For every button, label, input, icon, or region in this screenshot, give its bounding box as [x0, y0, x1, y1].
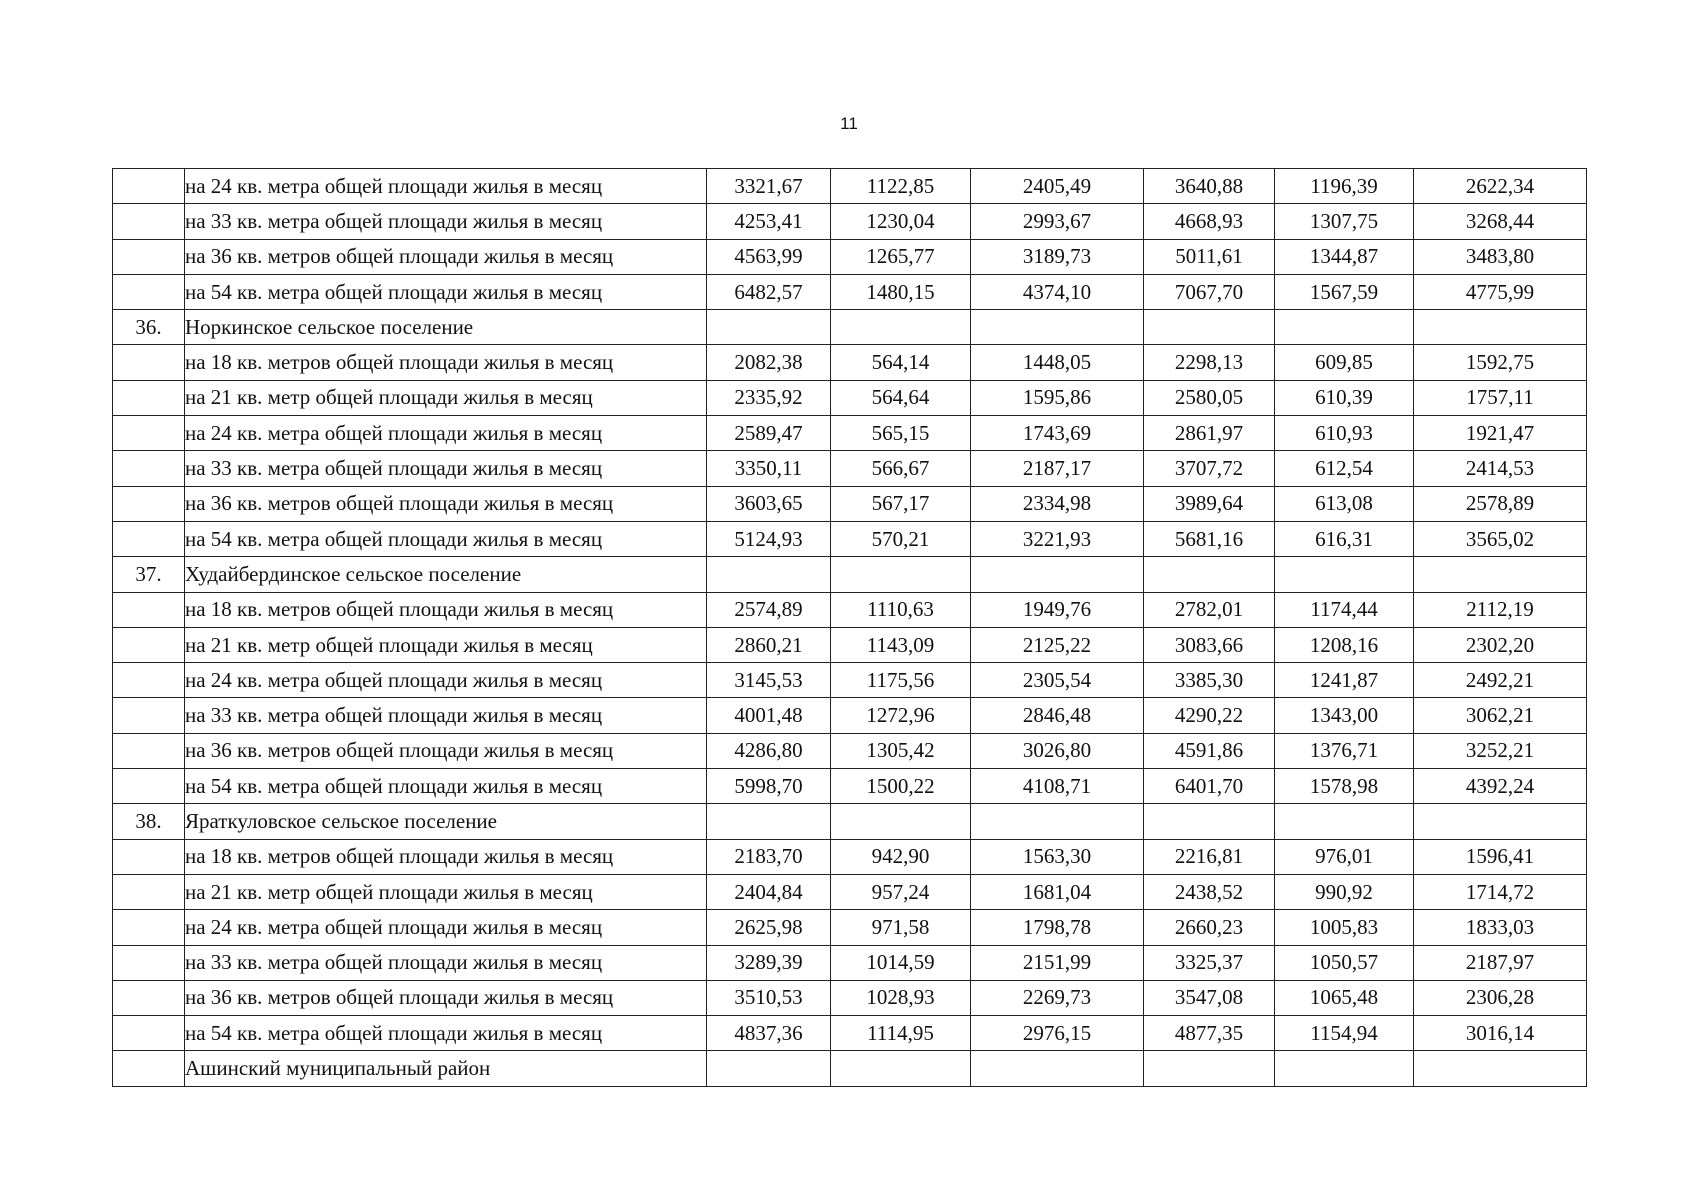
value-cell-1: 4001,48: [707, 698, 831, 733]
value-cell-5: 1208,16: [1275, 627, 1414, 662]
value-cell-3: 2187,17: [971, 451, 1144, 486]
row-label: на 36 кв. метров общей площади жилья в месяц: [185, 980, 707, 1015]
value-cell-6: 1833,03: [1414, 910, 1587, 945]
value-cell-6: 3565,02: [1414, 521, 1587, 556]
value-cell-1: 3510,53: [707, 980, 831, 1015]
value-cell-4: 2660,23: [1144, 910, 1275, 945]
value-cell-3: 1681,04: [971, 874, 1144, 909]
row-label: на 33 кв. метра общей площади жилья в месяц: [185, 945, 707, 980]
value-cell-1: [707, 557, 831, 592]
row-label: на 33 кв. метра общей площади жилья в месяц: [185, 451, 707, 486]
table-row: [113, 1051, 1587, 1086]
value-cell-2: 566,67: [831, 451, 971, 486]
value-cell-1: 2183,70: [707, 839, 831, 874]
table-row: [113, 521, 1587, 556]
value-cell-3: 4374,10: [971, 274, 1144, 309]
value-cell-5: 1196,39: [1275, 169, 1414, 204]
table-row: [113, 416, 1587, 451]
value-cell-6: 2187,97: [1414, 945, 1587, 980]
table-row: [113, 169, 1587, 204]
value-cell-2: 564,64: [831, 380, 971, 415]
value-cell-2: 565,15: [831, 416, 971, 451]
table-row: [113, 310, 1587, 345]
value-cell-5: 612,54: [1275, 451, 1414, 486]
table-row: [113, 733, 1587, 768]
value-cell-3: 3026,80: [971, 733, 1144, 768]
value-cell-4: 4591,86: [1144, 733, 1275, 768]
row-label: на 54 кв. метра общей площади жилья в месяц: [185, 1016, 707, 1051]
value-cell-4: 5011,61: [1144, 239, 1275, 274]
row-number: [113, 874, 185, 909]
value-cell-1: 3145,53: [707, 663, 831, 698]
value-cell-6: 2492,21: [1414, 663, 1587, 698]
value-cell-2: 1272,96: [831, 698, 971, 733]
row-number: [113, 980, 185, 1015]
value-cell-1: 4837,36: [707, 1016, 831, 1051]
value-cell-1: 5998,70: [707, 769, 831, 804]
value-cell-3: 2269,73: [971, 980, 1144, 1015]
value-cell-5: 610,39: [1275, 380, 1414, 415]
value-cell-1: 5124,93: [707, 521, 831, 556]
value-cell-4: 5681,16: [1144, 521, 1275, 556]
value-cell-1: 4253,41: [707, 204, 831, 239]
page-number: 11: [840, 114, 858, 133]
value-cell-4: [1144, 1051, 1275, 1086]
value-cell-2: 1175,56: [831, 663, 971, 698]
value-cell-5: 990,92: [1275, 874, 1414, 909]
value-cell-3: 1798,78: [971, 910, 1144, 945]
value-cell-3: 2305,54: [971, 663, 1144, 698]
value-cell-5: [1275, 310, 1414, 345]
value-cell-3: 2334,98: [971, 486, 1144, 521]
row-number: [113, 274, 185, 309]
value-cell-4: 4668,93: [1144, 204, 1275, 239]
value-cell-2: 1143,09: [831, 627, 971, 662]
row-number: [113, 627, 185, 662]
table-row: [113, 945, 1587, 980]
value-cell-1: 4563,99: [707, 239, 831, 274]
value-cell-6: 3268,44: [1414, 204, 1587, 239]
table-row: [113, 486, 1587, 521]
table-body: [113, 169, 1587, 1087]
tariff-table: [112, 168, 1587, 1087]
value-cell-5: 1241,87: [1275, 663, 1414, 698]
value-cell-2: 1014,59: [831, 945, 971, 980]
row-number: [113, 663, 185, 698]
row-number: [113, 698, 185, 733]
row-label: на 54 кв. метра общей площади жилья в месяц: [185, 521, 707, 556]
value-cell-6: 1714,72: [1414, 874, 1587, 909]
row-label: на 24 кв. метра общей площади жилья в месяц: [185, 663, 707, 698]
value-cell-4: 2861,97: [1144, 416, 1275, 451]
value-cell-4: 2438,52: [1144, 874, 1275, 909]
row-label: Яраткуловское сельское поселение: [185, 804, 707, 839]
value-cell-2: 1305,42: [831, 733, 971, 768]
value-cell-2: 567,17: [831, 486, 971, 521]
table-row: [113, 769, 1587, 804]
value-cell-2: 1480,15: [831, 274, 971, 309]
value-cell-1: 2860,21: [707, 627, 831, 662]
value-cell-3: 2405,49: [971, 169, 1144, 204]
table-row: [113, 627, 1587, 662]
row-label: на 36 кв. метров общей площади жилья в месяц: [185, 733, 707, 768]
value-cell-2: 570,21: [831, 521, 971, 556]
value-cell-2: 971,58: [831, 910, 971, 945]
value-cell-2: 1114,95: [831, 1016, 971, 1051]
row-number: [113, 416, 185, 451]
value-cell-5: 613,08: [1275, 486, 1414, 521]
row-label: Худайбердинское сельское поселение: [185, 557, 707, 592]
value-cell-6: [1414, 557, 1587, 592]
value-cell-5: [1275, 557, 1414, 592]
value-cell-4: 4877,35: [1144, 1016, 1275, 1051]
value-cell-5: 616,31: [1275, 521, 1414, 556]
value-cell-5: 609,85: [1275, 345, 1414, 380]
value-cell-3: 2976,15: [971, 1016, 1144, 1051]
row-number: [113, 239, 185, 274]
row-label: Норкинское сельское поселение: [185, 310, 707, 345]
value-cell-3: 2151,99: [971, 945, 1144, 980]
value-cell-2: 1110,63: [831, 592, 971, 627]
table-row: [113, 663, 1587, 698]
value-cell-5: 1005,83: [1275, 910, 1414, 945]
value-cell-6: 3016,14: [1414, 1016, 1587, 1051]
value-cell-3: 1743,69: [971, 416, 1144, 451]
value-cell-1: 4286,80: [707, 733, 831, 768]
value-cell-1: [707, 1051, 831, 1086]
value-cell-4: [1144, 557, 1275, 592]
value-cell-4: 3707,72: [1144, 451, 1275, 486]
value-cell-6: [1414, 1051, 1587, 1086]
value-cell-1: 3603,65: [707, 486, 831, 521]
row-label: на 24 кв. метра общей площади жилья в месяц: [185, 416, 707, 451]
value-cell-4: 2216,81: [1144, 839, 1275, 874]
row-number: [113, 204, 185, 239]
value-cell-2: 942,90: [831, 839, 971, 874]
row-label: на 18 кв. метров общей площади жилья в месяц: [185, 345, 707, 380]
value-cell-3: [971, 1051, 1144, 1086]
value-cell-6: 4392,24: [1414, 769, 1587, 804]
value-cell-6: 2578,89: [1414, 486, 1587, 521]
value-cell-3: 2993,67: [971, 204, 1144, 239]
value-cell-4: 3325,37: [1144, 945, 1275, 980]
table-row: [113, 204, 1587, 239]
value-cell-4: 2298,13: [1144, 345, 1275, 380]
value-cell-4: 7067,70: [1144, 274, 1275, 309]
table-row: [113, 839, 1587, 874]
row-label: на 21 кв. метр общей площади жилья в месяц: [185, 380, 707, 415]
row-number: [113, 1051, 185, 1086]
row-number: [113, 592, 185, 627]
value-cell-1: 2589,47: [707, 416, 831, 451]
value-cell-4: 6401,70: [1144, 769, 1275, 804]
value-cell-5: 1050,57: [1275, 945, 1414, 980]
table-row: [113, 451, 1587, 486]
value-cell-5: 1578,98: [1275, 769, 1414, 804]
value-cell-2: 1500,22: [831, 769, 971, 804]
value-cell-6: 1757,11: [1414, 380, 1587, 415]
value-cell-6: [1414, 804, 1587, 839]
row-label: на 33 кв. метра общей площади жилья в месяц: [185, 698, 707, 733]
value-cell-4: 3640,88: [1144, 169, 1275, 204]
value-cell-4: 3083,66: [1144, 627, 1275, 662]
value-cell-5: 1376,71: [1275, 733, 1414, 768]
value-cell-2: 1265,77: [831, 239, 971, 274]
value-cell-6: 2302,20: [1414, 627, 1587, 662]
value-cell-5: 1344,87: [1275, 239, 1414, 274]
value-cell-6: 1921,47: [1414, 416, 1587, 451]
value-cell-2: 564,14: [831, 345, 971, 380]
row-label: на 21 кв. метр общей площади жилья в месяц: [185, 874, 707, 909]
value-cell-3: [971, 804, 1144, 839]
value-cell-1: [707, 804, 831, 839]
value-cell-4: 4290,22: [1144, 698, 1275, 733]
value-cell-5: 976,01: [1275, 839, 1414, 874]
table-row: [113, 345, 1587, 380]
row-number: [113, 486, 185, 521]
row-label: на 18 кв. метров общей площади жилья в месяц: [185, 592, 707, 627]
value-cell-6: 3062,21: [1414, 698, 1587, 733]
value-cell-4: 2580,05: [1144, 380, 1275, 415]
table-row: [113, 874, 1587, 909]
value-cell-2: 1230,04: [831, 204, 971, 239]
value-cell-5: 1567,59: [1275, 274, 1414, 309]
value-cell-6: [1414, 310, 1587, 345]
table-row: [113, 274, 1587, 309]
value-cell-2: [831, 310, 971, 345]
row-label: на 36 кв. метров общей площади жилья в месяц: [185, 486, 707, 521]
row-number: 37.: [113, 557, 185, 592]
value-cell-1: 2404,84: [707, 874, 831, 909]
value-cell-2: [831, 804, 971, 839]
value-cell-1: 3350,11: [707, 451, 831, 486]
value-cell-1: 3321,67: [707, 169, 831, 204]
value-cell-5: 610,93: [1275, 416, 1414, 451]
value-cell-4: 3547,08: [1144, 980, 1275, 1015]
value-cell-3: [971, 557, 1144, 592]
row-label: на 54 кв. метра общей площади жилья в месяц: [185, 769, 707, 804]
row-number: [113, 839, 185, 874]
value-cell-3: 3221,93: [971, 521, 1144, 556]
value-cell-6: 4775,99: [1414, 274, 1587, 309]
value-cell-4: 3989,64: [1144, 486, 1275, 521]
value-cell-6: 1592,75: [1414, 345, 1587, 380]
row-label: на 36 кв. метров общей площади жилья в месяц: [185, 239, 707, 274]
value-cell-5: 1343,00: [1275, 698, 1414, 733]
value-cell-1: 2625,98: [707, 910, 831, 945]
table-row: [113, 1016, 1587, 1051]
table-row: [113, 910, 1587, 945]
table-row: [113, 698, 1587, 733]
table-row: [113, 804, 1587, 839]
row-number: [113, 451, 185, 486]
table-row: [113, 380, 1587, 415]
value-cell-5: 1154,94: [1275, 1016, 1414, 1051]
row-label: на 24 кв. метра общей площади жилья в месяц: [185, 910, 707, 945]
value-cell-6: 2112,19: [1414, 592, 1587, 627]
value-cell-5: 1307,75: [1275, 204, 1414, 239]
value-cell-3: 2846,48: [971, 698, 1144, 733]
value-cell-3: 1949,76: [971, 592, 1144, 627]
row-label: Ашинский муниципальный район: [185, 1051, 707, 1086]
value-cell-1: 2082,38: [707, 345, 831, 380]
value-cell-1: 3289,39: [707, 945, 831, 980]
value-cell-6: 1596,41: [1414, 839, 1587, 874]
value-cell-5: [1275, 804, 1414, 839]
value-cell-4: [1144, 804, 1275, 839]
value-cell-3: 1448,05: [971, 345, 1144, 380]
row-number: 36.: [113, 310, 185, 345]
row-number: [113, 521, 185, 556]
row-label: на 24 кв. метра общей площади жилья в месяц: [185, 169, 707, 204]
table-row: [113, 592, 1587, 627]
value-cell-3: 1563,30: [971, 839, 1144, 874]
value-cell-6: 2622,34: [1414, 169, 1587, 204]
value-cell-2: 1028,93: [831, 980, 971, 1015]
row-number: 38.: [113, 804, 185, 839]
row-label: на 33 кв. метра общей площади жилья в месяц: [185, 204, 707, 239]
row-number: [113, 910, 185, 945]
row-label: на 18 кв. метров общей площади жилья в месяц: [185, 839, 707, 874]
value-cell-2: 957,24: [831, 874, 971, 909]
value-cell-5: 1174,44: [1275, 592, 1414, 627]
row-number: [113, 769, 185, 804]
value-cell-4: 2782,01: [1144, 592, 1275, 627]
value-cell-6: 2306,28: [1414, 980, 1587, 1015]
value-cell-2: [831, 557, 971, 592]
value-cell-3: 3189,73: [971, 239, 1144, 274]
value-cell-3: [971, 310, 1144, 345]
value-cell-1: 2335,92: [707, 380, 831, 415]
row-number: [113, 345, 185, 380]
value-cell-2: 1122,85: [831, 169, 971, 204]
row-number: [113, 733, 185, 768]
value-cell-6: 3483,80: [1414, 239, 1587, 274]
value-cell-5: 1065,48: [1275, 980, 1414, 1015]
value-cell-1: 6482,57: [707, 274, 831, 309]
row-label: на 54 кв. метра общей площади жилья в месяц: [185, 274, 707, 309]
row-number: [113, 380, 185, 415]
value-cell-4: [1144, 310, 1275, 345]
value-cell-4: 3385,30: [1144, 663, 1275, 698]
value-cell-3: 1595,86: [971, 380, 1144, 415]
value-cell-1: 2574,89: [707, 592, 831, 627]
value-cell-5: [1275, 1051, 1414, 1086]
value-cell-6: 3252,21: [1414, 733, 1587, 768]
table-row: [113, 980, 1587, 1015]
table-row: [113, 239, 1587, 274]
row-number: [113, 945, 185, 980]
row-label: на 21 кв. метр общей площади жилья в месяц: [185, 627, 707, 662]
value-cell-1: [707, 310, 831, 345]
table-row: [113, 557, 1587, 592]
value-cell-2: [831, 1051, 971, 1086]
row-number: [113, 1016, 185, 1051]
value-cell-3: 4108,71: [971, 769, 1144, 804]
value-cell-3: 2125,22: [971, 627, 1144, 662]
value-cell-6: 2414,53: [1414, 451, 1587, 486]
row-number: [113, 169, 185, 204]
